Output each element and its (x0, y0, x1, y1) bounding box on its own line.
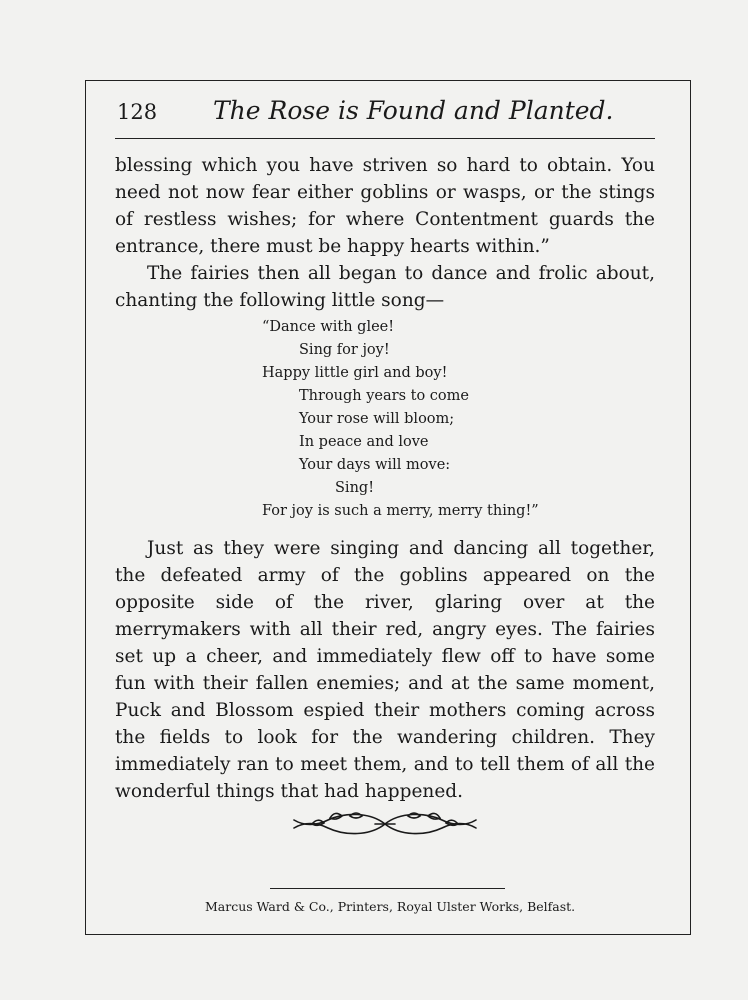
paragraph-closing: Just as they were singing and dancing all together, the defeated army of the goblins appeared on the opposite side of the river, glaring over at the merrymakers with all their red, angry eyes. The fairies set up a cheer, and immediately flew off to have some fun with their fallen enemies; and at the same moment, Puck and Blossom espied their mothers coming across the fields to look for the wandering children. They immediately ran to meet them, and to tell them of all the wonderful things that had happened. (115, 538, 655, 802)
header-rule (115, 138, 655, 139)
footer-rule (270, 888, 505, 889)
poem-line: Happy little girl and boy! (262, 365, 448, 381)
poem-line: “Dance with glee! (262, 319, 395, 335)
poem-line: In peace and love (299, 434, 429, 450)
poem-line: Your days will move: (299, 457, 451, 473)
poem-line: Through years to come (299, 388, 469, 404)
leaf-scroll-ornament-icon (290, 806, 480, 842)
closing-text (115, 535, 655, 805)
printer-imprint: Marcus Ward & Co., Printers, Royal Ulster Works, Belfast. (205, 899, 576, 914)
poem-line: Sing for joy! (299, 342, 390, 358)
poem-line: For joy is such a merry, merry thing!” (262, 503, 539, 519)
paragraph-song-intro: The fairies then all began to dance and frolic about, chanting the following little song— (115, 263, 655, 311)
poem (262, 316, 582, 523)
page-header (115, 96, 655, 130)
paragraph-continuation: blessing which you have striven so hard to obtain. You need not now fear either goblins or wasps, or the stings of restless wishes; for where Contentment guards the entrance, there must be happy hearts within.” (115, 155, 655, 257)
running-title: The Rose is Found and Planted. (213, 96, 614, 125)
poem-line: Your rose will bloom; (299, 411, 455, 427)
poem-line: Sing! (335, 480, 375, 496)
page-number: 128 (117, 100, 158, 124)
body-text (115, 152, 655, 314)
